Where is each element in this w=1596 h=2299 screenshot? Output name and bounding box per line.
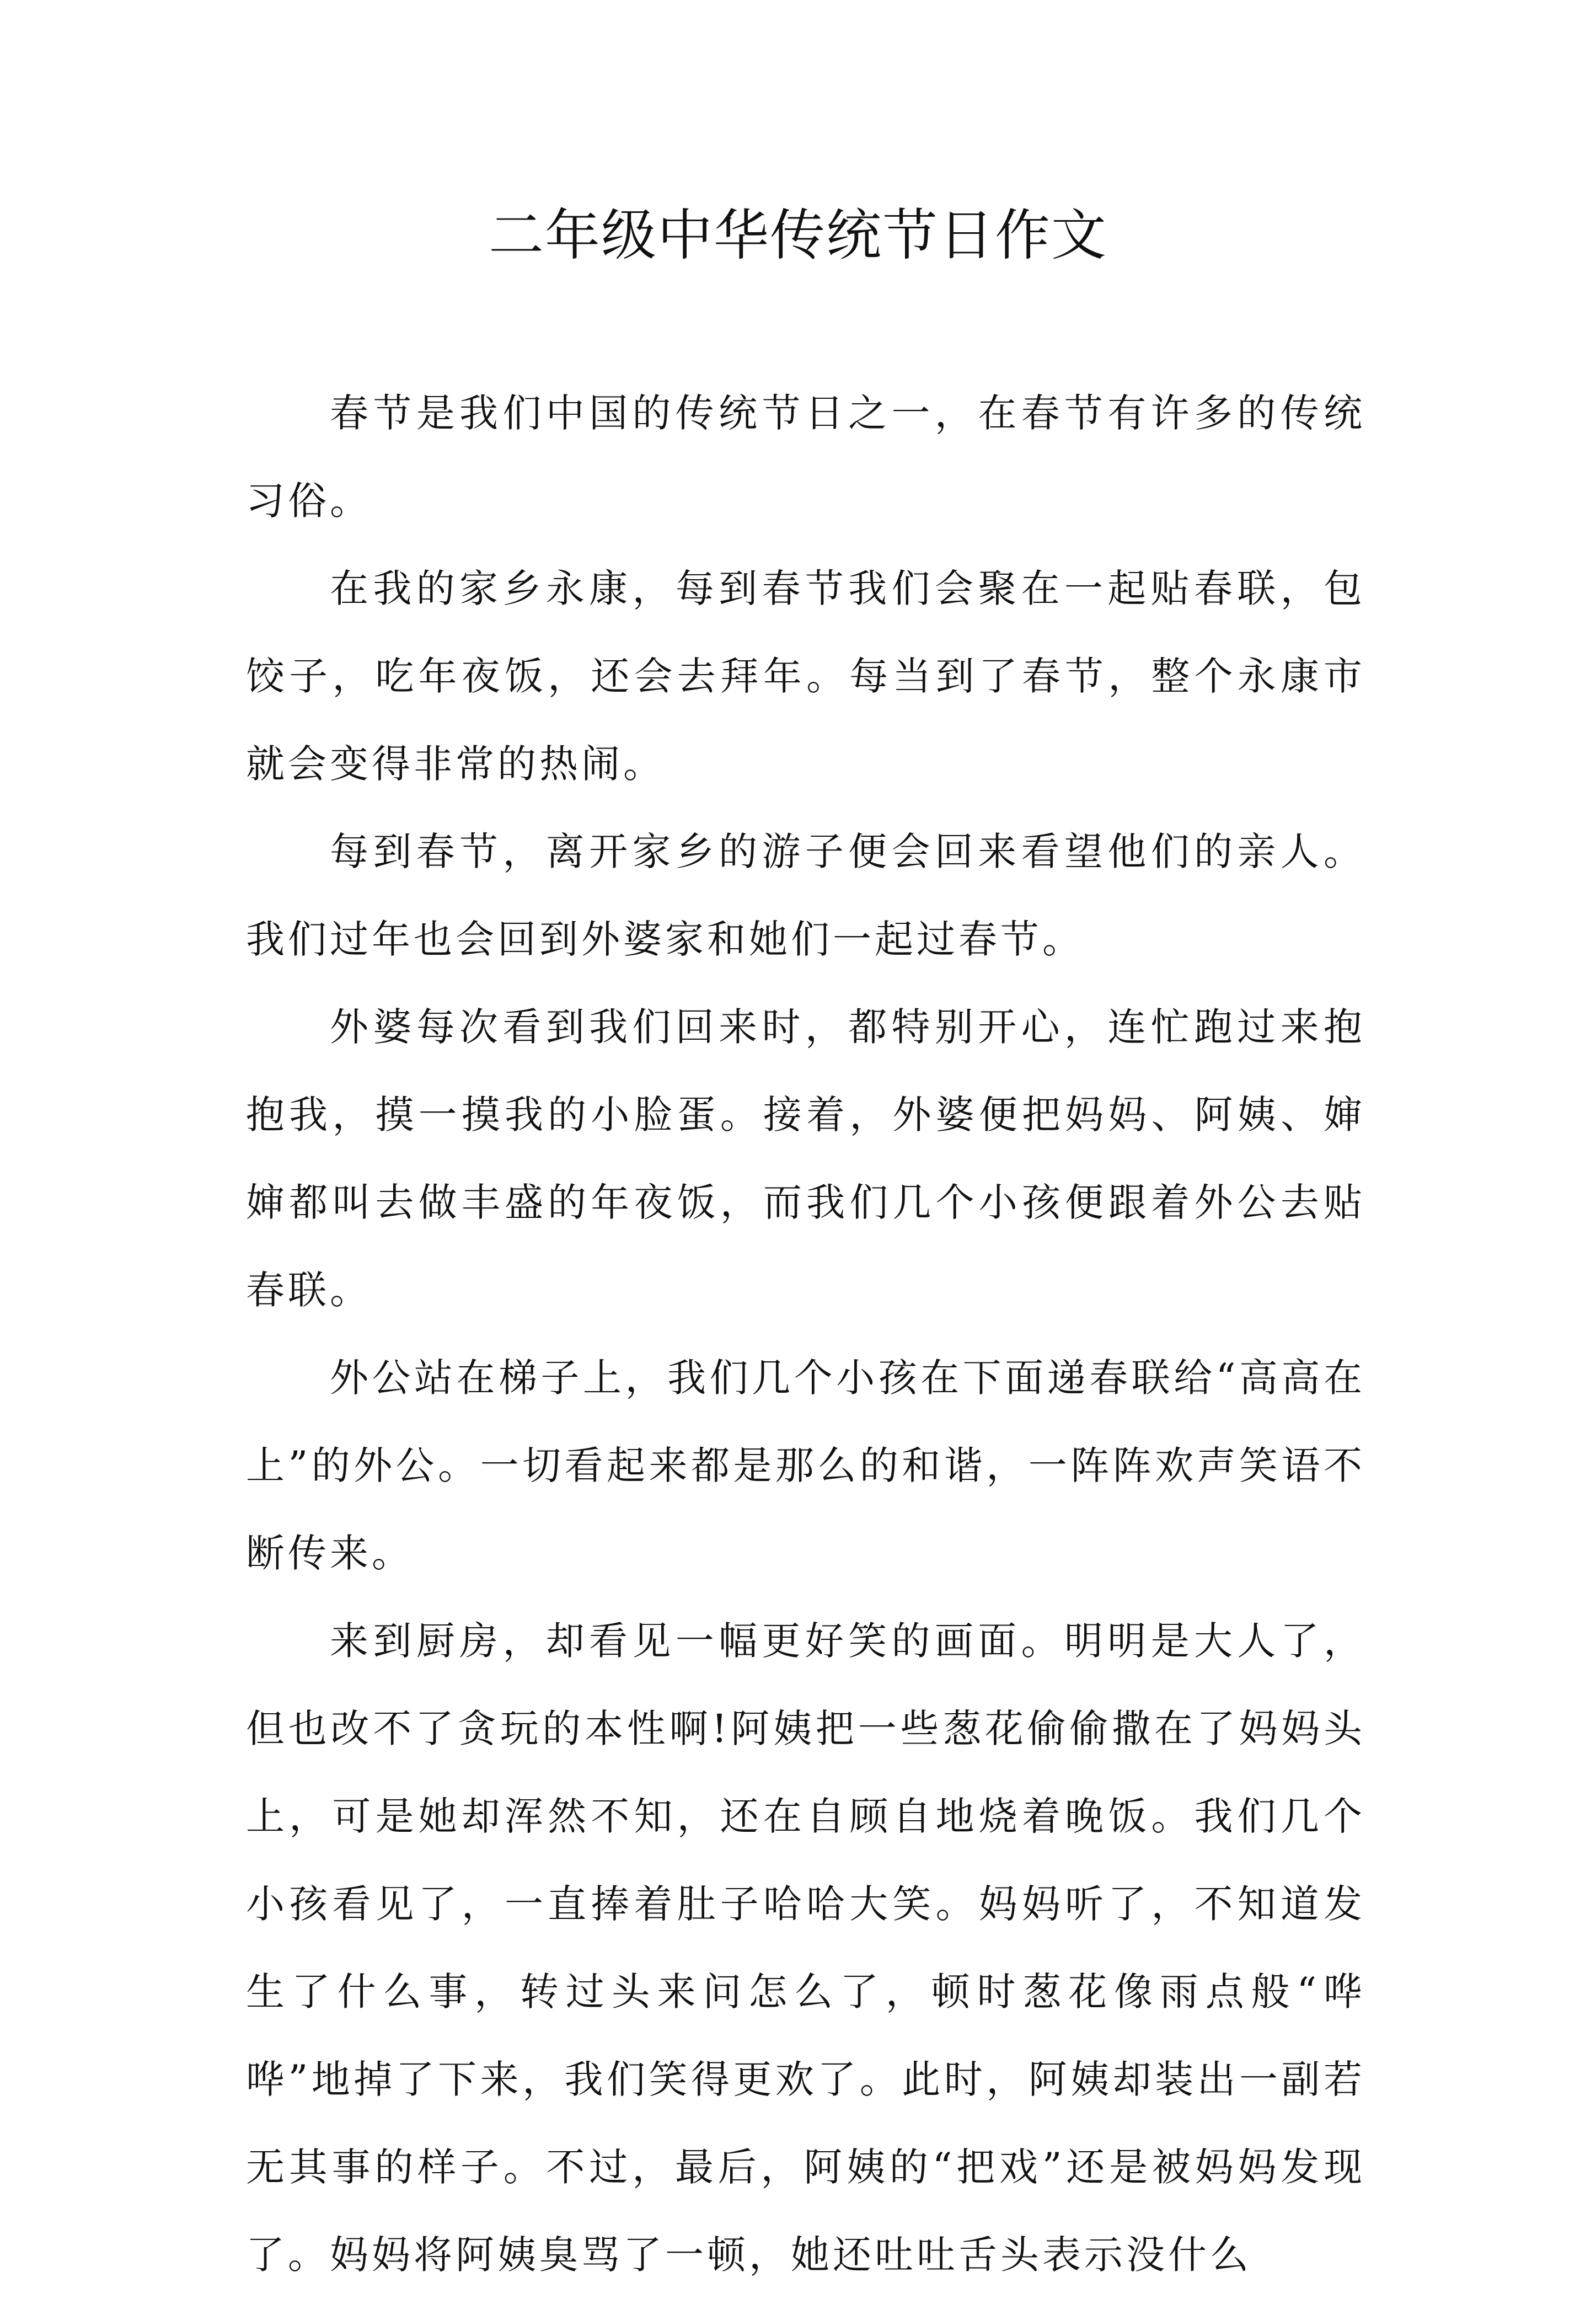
- document-body: [246, 370, 1365, 2299]
- paragraph: 外婆每次看到我们回来时，都特别开心，连忙跑过来抱抱我，摸一摸我的小脸蛋。接着，外婆便把妈妈、阿姨、婶婶都叫去做丰盛的年夜饭，而我们几个小孩便跟着外公去贴春联。: [246, 1004, 1365, 1313]
- paragraph: 每到春节，离开家乡的游子便会回来看望他们的亲人。我们过年也会回到外婆家和她们一起过春节。: [246, 829, 1365, 962]
- paragraph: 外公站在梯子上，我们几个小孩在下面递春联给“高高在上”的外公。一切看起来都是那么的和谐，一阵阵欢声笑语不断传来。: [246, 1355, 1365, 1576]
- document-title: 二年级中华传统节日作文: [489, 203, 1107, 268]
- paragraph: 在我的家乡永康，每到春节我们会聚在一起贴春联，包饺子，吃年夜饭，还会去拜年。每当到了春节，整个永康市就会变得非常的热闹。: [246, 566, 1365, 787]
- paragraph: 春节是我们中国的传统节日之一，在春节有许多的传统习俗。: [246, 391, 1365, 523]
- paragraph: 来到厨房，却看见一幅更好笑的画面。明明是大人了，但也改不了贪玩的本性啊!阿姨把一些葱花偷偷撒在了妈妈头上，可是她却浑然不知，还在自顾自地烧着晚饭。我们几个小孩看见了，一直捧着肚子哈哈大笑。妈妈听了，不知道发生了什么事，转过头来问怎么了，顿时葱花像雨点般“哗哗”地掉了下来，我们笑得更欢了。此时，阿姨却装出一副若无其事的样子。不过，最后，阿姨的“把戏”还是被妈妈发现了。妈妈将阿姨臭骂了一顿，她还吐吐舌头表示没什么: [246, 1618, 1365, 2277]
